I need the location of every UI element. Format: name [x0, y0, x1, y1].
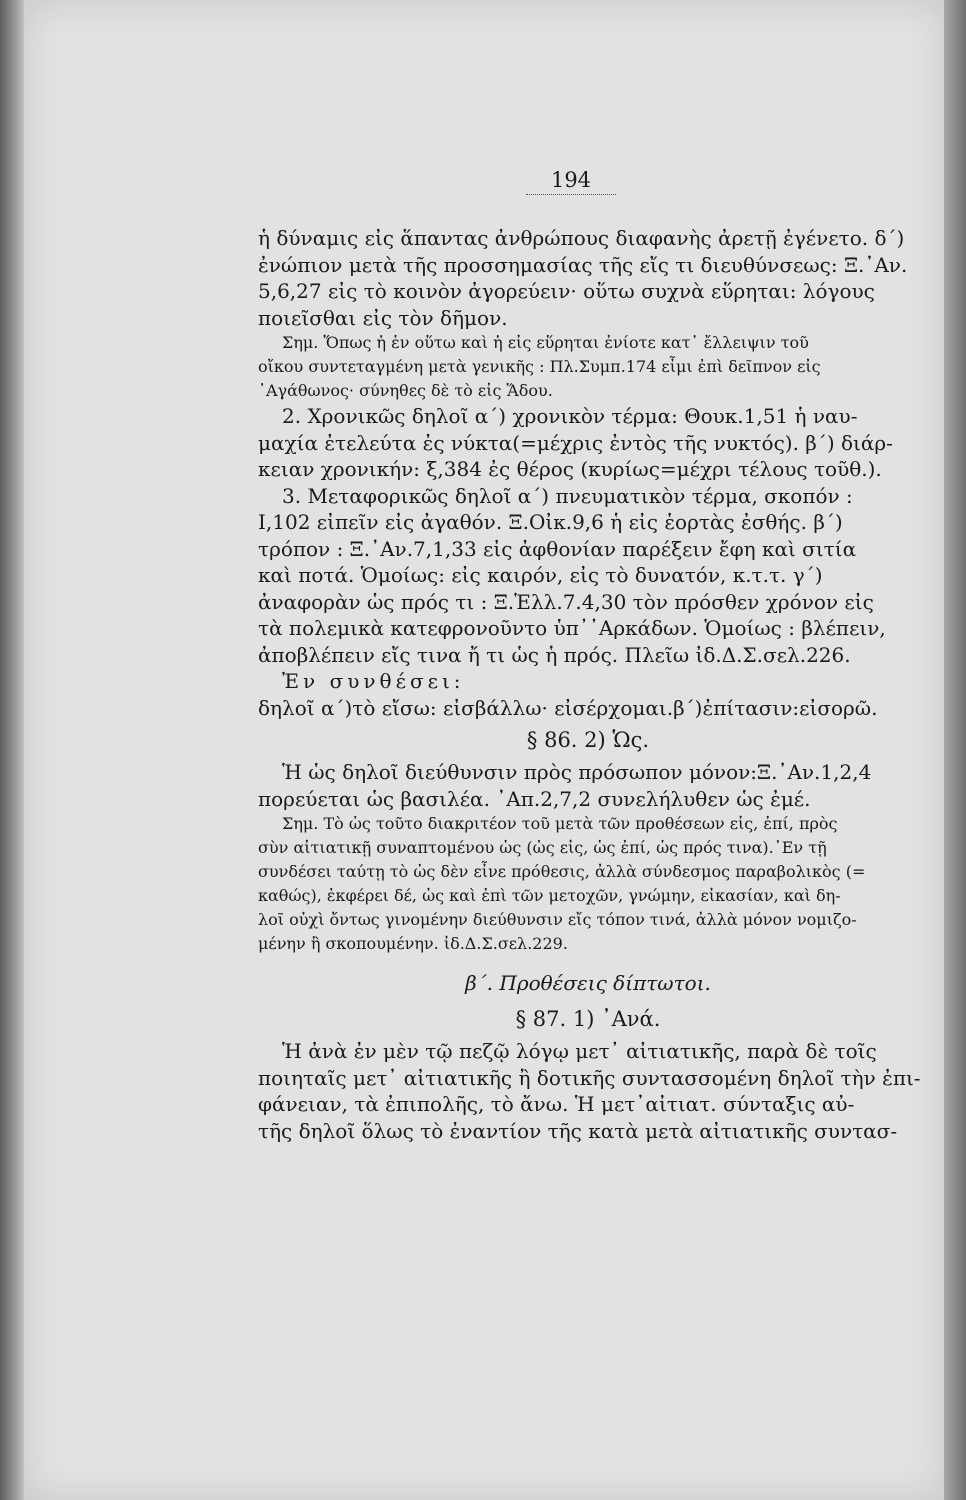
- note-line: συνδέσει ταύτῃ τὸ ὡς δὲν εἶνε πρόθεσις, ἀλλὰ σύνδεσμος παραβολικὸς (=: [258, 862, 866, 881]
- note-line: μένην ἢ σκοπουμένην. ἰδ.Δ.Σ.σελ.229.: [258, 934, 568, 953]
- text-line: καὶ ποτά. Ὁμοίως: εἰς καιρόν, εἰς τὸ δυνατόν, κ.τ.τ. γ΄): [258, 563, 823, 587]
- text-line: Ἡ ἀνὰ ἐν μὲν τῷ πεζῷ λόγῳ μετ᾿ αἰτιατικῆς, παρὰ δὲ τοῖς: [282, 1039, 877, 1063]
- note-line: Σημ. Ὅπως ἡ ἐν οὕτω καὶ ἡ εἰς εὕρηται ἐνίοτε κατ᾿ ἔλλειψιν τοῦ: [282, 333, 809, 352]
- paragraph-number: § 87. 1) ᾿Ανά.: [515, 1007, 661, 1031]
- text-line: 3. Μεταφορικῶς δηλοῖ α΄) πνευματικὸν τέρμα, σκοπόν :: [282, 483, 853, 508]
- note-line: ᾿Αγάθωνος· σύνηθες δὲ τὸ εἰς Ἅδου.: [258, 381, 553, 400]
- scan-edge-right: [944, 0, 966, 1500]
- note-line: καθώς), ἐκφέρει δέ, ὡς καὶ ἐπὶ τῶν μετοχῶν, γνώμην, εἰκασίαν, καὶ δη-: [258, 886, 841, 905]
- text-line: Ἡ ὡς δηλοῖ διεύθυνσιν πρὸς πρόσωπον μόνον:Ξ.᾿Αν.1,2,4: [282, 760, 872, 784]
- paragraph-number: § 86. 2) Ὡς.: [526, 728, 650, 752]
- text-line: ἡ δύναμις εἰς ἅπαντας ἀνθρώπους διαφανὴς ἀρετῇ ἐγένετο. δ΄): [258, 226, 905, 250]
- page-content: [258, 168, 921, 1144]
- text-line: Ι,102 εἰπεῖν εἰς ἀγαθόν. Ξ.Οἰκ.9,6 ἡ εἰς ἑορτὰς ἐσθής. β΄): [258, 510, 843, 534]
- text-line: ποιηταῖς μετ᾿ αἰτιατικῆς ἢ δοτικῆς συντασσομένη δηλοῖ τὴν ἐπι-: [258, 1065, 921, 1090]
- text-line: τὰ πολεμικὰ κατεφρονοῦντο ὑπ᾿᾿Αρκάδων. Ὁμοίως : βλέπειν,: [258, 616, 886, 640]
- note-line: σὺν αἰτιατικῇ συναπτομένου ὡς (ὡς εἰς, ὡς ἐπί, ὡς πρός τινα).᾿Εν τῇ: [258, 838, 827, 857]
- note-line: λοῖ οὐχὶ ὄντως γινομένην διεύθυνσιν εἴς τόπον τινά, ἀλλὰ μόνον νομιζο-: [258, 910, 857, 929]
- note-line: Σημ. Τὸ ὡς τοῦτο διακριτέον τοῦ μετὰ τῶν προθέσεων εἰς, ἐπί, πρὸς: [282, 814, 838, 833]
- scan-edge-left: [0, 0, 26, 1500]
- text-line: μαχία ἐτελεύτα ἐς νύκτα(=μέχρις ἐντὸς τῆς νυκτός). β΄) διάρ-: [258, 430, 893, 455]
- text-line: ποιεῖσθαι εἰς τὸν δῆμον.: [258, 305, 508, 330]
- text-line: 5,6,27 εἰς τὸ κοινὸν ἀγορεύειν· οὕτω συχνὰ εὕρηται: λόγους: [258, 279, 875, 303]
- text-line: 2. Χρονικῶς δηλοῖ α΄) χρονικὸν τέρμα: Θουκ.1,51 ἡ ναυ-: [282, 404, 858, 428]
- text-line: ἐνώπιον μετὰ τῆς προσσημασίας τῆς εἴς τι διευθύνσεως: Ξ.᾿Αν.: [258, 252, 908, 277]
- section-heading: β΄. Προθέσεις δίπτωτοι.: [465, 971, 711, 995]
- text-line: ἀναφορὰν ὡς πρός τι : Ξ.Ἑλλ.7.4,30 τὸν πρόσθεν χρόνον εἰς: [258, 589, 874, 614]
- page-number: 194: [526, 168, 616, 195]
- note-line: οἴκου συντεταγμένη μετὰ γενικῆς : Πλ.Συμπ.174 εἶμι ἐπὶ δεῖπνον εἰς: [258, 357, 821, 376]
- text-body: [258, 225, 921, 1144]
- text-line: ἀποβλέπειν εἴς τινα ἤ τι ὡς ἡ πρός. Πλεῖω ἰδ.Δ.Σ.σελ.226.: [258, 642, 851, 667]
- text-line: πορεύεται ὡς βασιλέα. ᾿Απ.2,7,2 συνελήλυθεν ὡς ἐμέ.: [258, 786, 811, 811]
- text-line: κειαν χρονικήν: ξ,384 ἐς θέρος (κυρίως=μέχρι τέλους τοῦθ.).: [258, 457, 882, 481]
- text-line: δηλοῖ α΄)τὸ εἴσω: εἰσβάλλω· εἰσέρχομαι.β΄)ἐπίτασιν:εἰσορῶ.: [258, 695, 878, 720]
- text-line: Ἐν συνθέσει:: [282, 669, 465, 693]
- text-line: τῆς δηλοῖ ὅλως τὸ ἐναντίον τῆς κατὰ μετὰ αἰτιατικῆς συντασ-: [258, 1118, 898, 1143]
- text-line: τρόπον : Ξ.᾿Αν.7,1,33 εἰς ἀφθονίαν παρέξειν ἔφη καὶ σιτία: [258, 536, 857, 561]
- text-line: φάνειαν, τὰ ἐπιπολῆς, τὸ ἄνω. Ἡ μετ᾿αἰτιατ. σύνταξις αὐ-: [258, 1092, 855, 1116]
